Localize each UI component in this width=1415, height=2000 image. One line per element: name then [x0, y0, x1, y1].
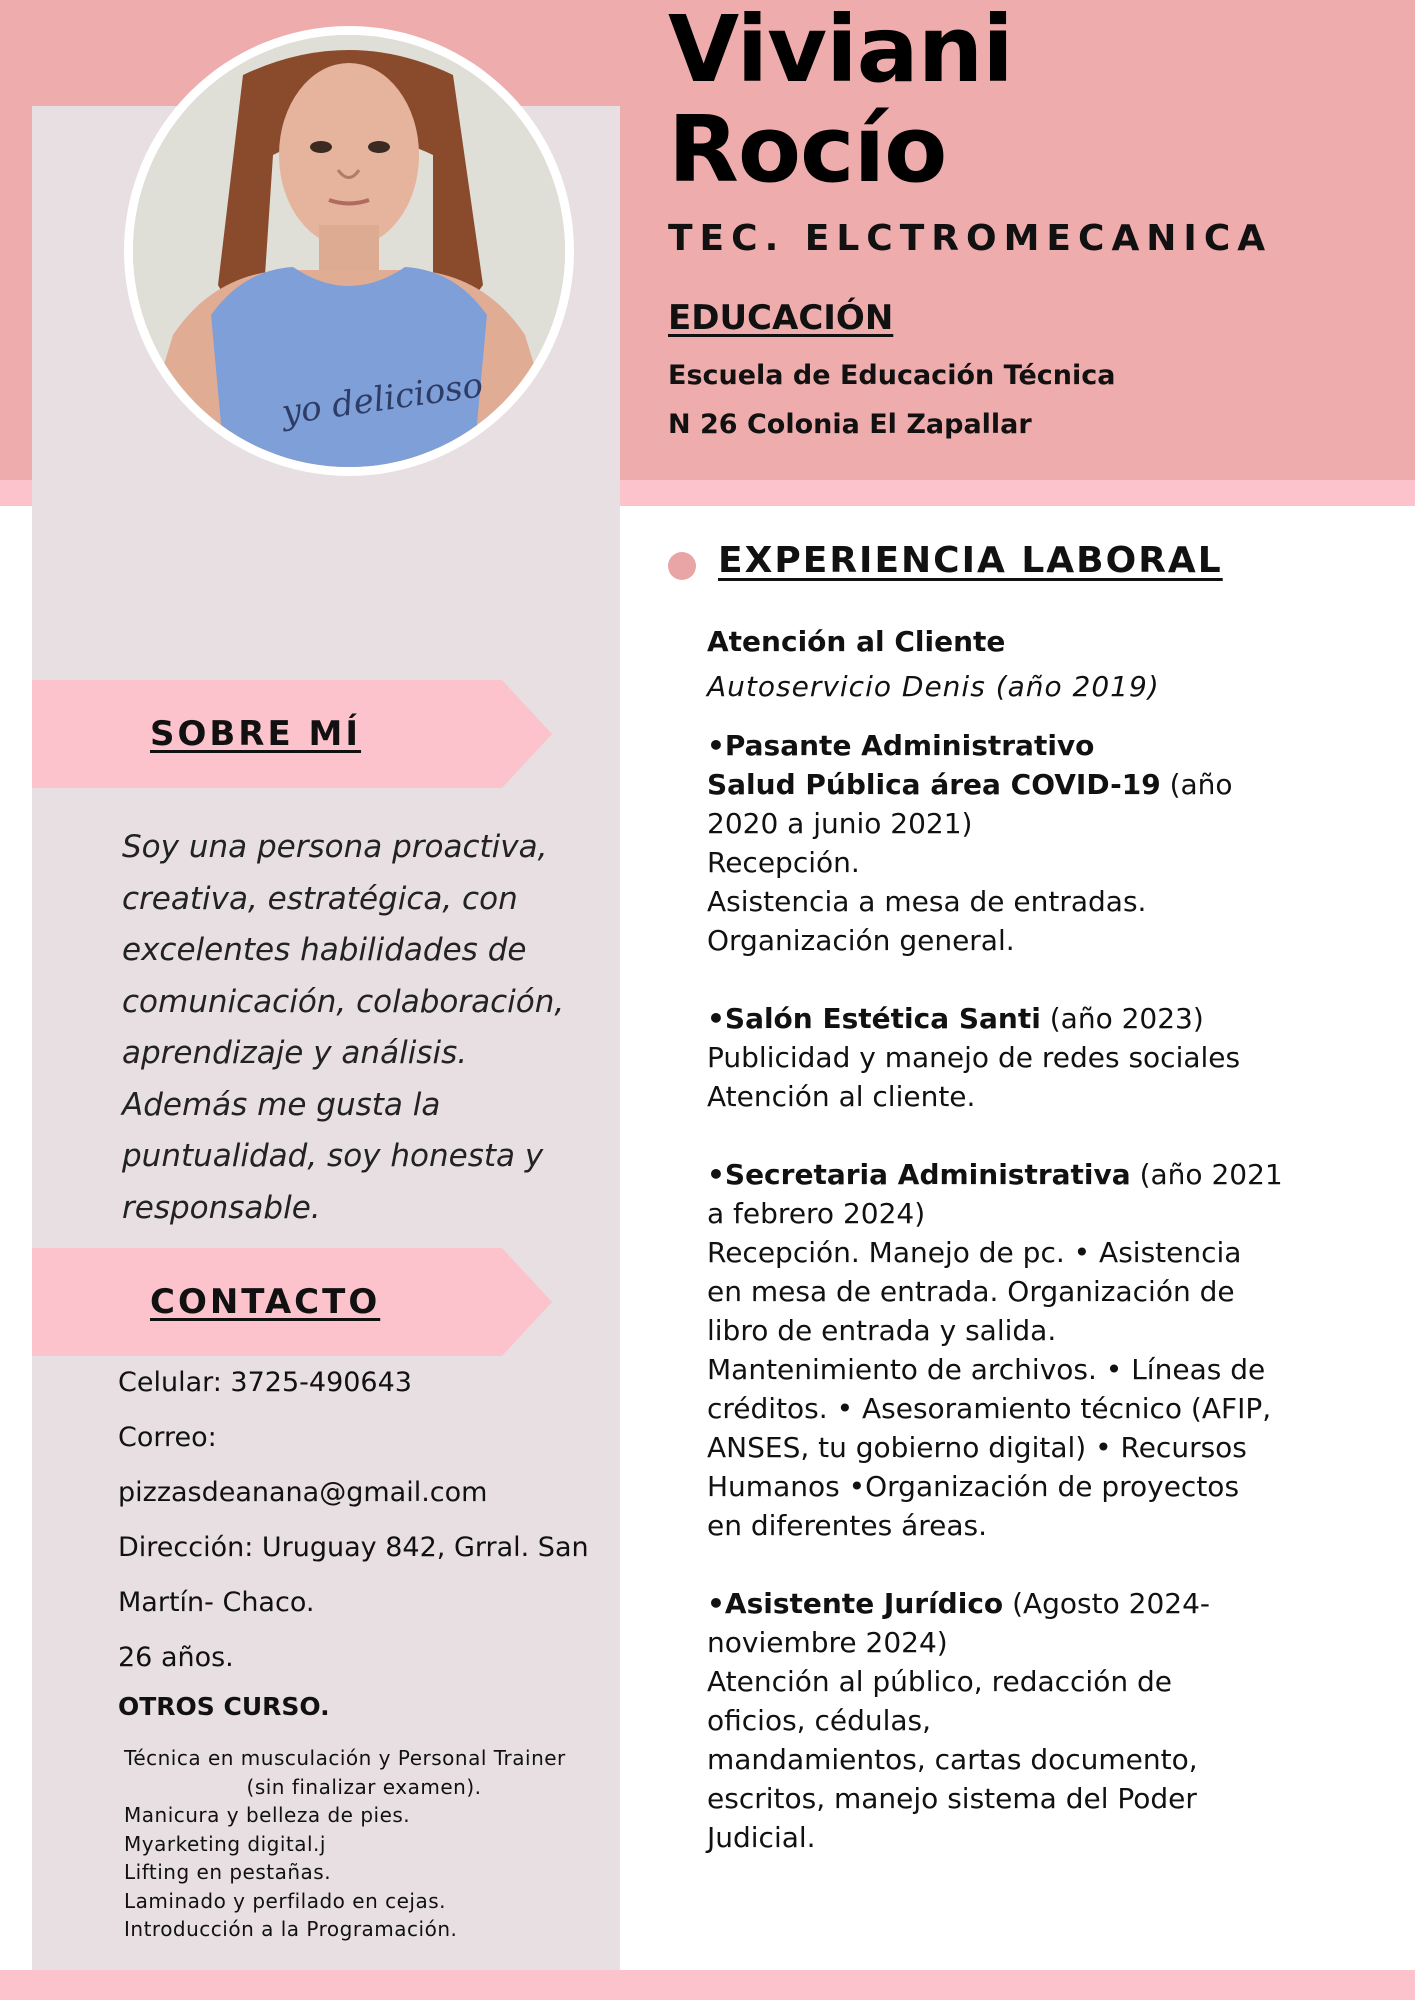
course-item: Lifting en pestañas. [124, 1860, 332, 1884]
about-line: puntualidad, soy honesta y [122, 1138, 544, 1174]
experience-heading: EXPERIENCIA LABORAL [718, 540, 1223, 581]
job-4-duty: en mesa de entrada. Organización de [707, 1275, 1235, 1308]
job-4-duty: ANSES, tu gobierno digital) • Recursos [707, 1431, 1247, 1464]
contact-age: 26 años. [118, 1642, 234, 1673]
courses-list [124, 1744, 604, 1944]
job-2-duty: Recepción. [707, 846, 860, 879]
job-3-period: (año 2023) [1040, 1002, 1204, 1035]
job-5-title: •Asistente Jurídico [707, 1587, 1004, 1620]
job-4-duty: en diferentes áreas. [707, 1509, 987, 1542]
job-2-period: (año [1160, 768, 1233, 801]
job-2-subtitle: Salud Pública área COVID-19 [707, 768, 1161, 801]
name-second: Rocío [668, 96, 947, 203]
about-text [122, 822, 592, 1234]
course-item: Técnica en musculación y Personal Trainer [124, 1746, 566, 1770]
bullet-dot-icon [668, 552, 696, 580]
course-item: Introducción a la Programación. [124, 1917, 458, 1941]
about-line: Soy una persona proactiva, [122, 829, 548, 865]
job-2-duty: Organización general. [707, 924, 1015, 957]
education-heading: EDUCACIÓN [668, 298, 894, 338]
job-5-duty: oficios, cédulas, [707, 1704, 932, 1737]
job-5-period: (Agosto 2024- [1003, 1587, 1211, 1620]
about-line: responsable. [122, 1189, 321, 1226]
svg-text:yo delicioso: yo delicioso [279, 365, 486, 434]
job-4-duty: Recepción. Manejo de pc. • Asistencia [707, 1236, 1242, 1269]
job-5-duty: Atención al público, redacción de [707, 1665, 1172, 1698]
contact-address-cont: Martín- Chaco. [118, 1587, 315, 1618]
education-school: Escuela de Educación Técnica [668, 360, 1116, 391]
job-5-period-cont: noviembre 2024) [707, 1626, 948, 1659]
contact-list [118, 1355, 618, 1685]
job-4-title: •Secretaria Administrativa [707, 1158, 1131, 1191]
job-4-duty: Mantenimiento de archivos. • Líneas de [707, 1353, 1266, 1386]
course-item-note: (sin finalizar examen). [246, 1774, 482, 1799]
job-title: TEC. ELCTROMECANICA [668, 218, 1273, 259]
about-line: creativa, estratégica, con [122, 880, 518, 917]
job-3-duty: Publicidad y manejo de redes sociales [707, 1041, 1241, 1074]
job-2-title: •Pasante Administrativo [707, 729, 1095, 762]
about-line: aprendizaje y análisis. [122, 1035, 468, 1071]
contact-address: Dirección: Uruguay 842, Grral. San [118, 1532, 589, 1563]
name-first: Viviani [668, 0, 1013, 103]
job-2 [707, 726, 1297, 960]
profile-photo [133, 35, 565, 467]
education-school-detail: N 26 Colonia El Zapallar [668, 409, 1032, 440]
job-4-duty: Humanos •Organización de proyectos [707, 1470, 1240, 1503]
experience-list [707, 622, 1297, 1857]
job-4-period: (año 2021 [1130, 1158, 1283, 1191]
job-5-duty: mandamientos, cartas documento, [707, 1743, 1198, 1776]
contact-phone: Celular: 3725-490643 [118, 1367, 412, 1398]
job-4-duty: libro de entrada y salida. [707, 1314, 1057, 1347]
job-4-duty: créditos. • Asesoramiento técnico (AFIP, [707, 1392, 1272, 1425]
job-3 [707, 999, 1297, 1116]
contact-banner [32, 1248, 552, 1356]
contact-heading: CONTACTO [150, 1282, 381, 1322]
about-banner [32, 680, 552, 788]
job-3-duty: Atención al cliente. [707, 1080, 976, 1113]
job-3-title: •Salón Estética Santi [707, 1002, 1041, 1035]
course-item: Myarketing digital.j [124, 1831, 326, 1856]
course-item: Laminado y perfilado en cejas. [124, 1888, 447, 1913]
about-heading: SOBRE MÍ [150, 714, 362, 754]
about-line: excelentes habilidades de [122, 932, 527, 968]
candidate-name [668, 0, 1013, 203]
job-5 [707, 1584, 1297, 1857]
contact-email-label: Correo: [118, 1422, 217, 1453]
course-item: Manicura y belleza de pies. [124, 1803, 411, 1827]
job-4-period-cont: a febrero 2024) [707, 1197, 926, 1230]
job-1-company: Autoservicio Denis (año 2019) [707, 670, 1160, 703]
about-line: Además me gusta la [122, 1086, 441, 1123]
job-4 [707, 1155, 1297, 1545]
job-2-duty: Asistencia a mesa de entradas. [707, 885, 1147, 918]
contact-email: pizzasdeanana@gmail.com [118, 1477, 488, 1508]
job-5-duty: escritos, manejo sistema del Poder [707, 1782, 1197, 1815]
about-line: comunicación, colaboración, [122, 983, 565, 1020]
courses-heading: OTROS CURSO. [118, 1692, 330, 1721]
job-5-duty: Judicial. [707, 1821, 816, 1854]
job-1-title: Atención al Cliente [707, 625, 1006, 658]
job-2-period-cont: 2020 a junio 2021) [707, 807, 973, 840]
avatar [133, 35, 565, 467]
footer-strip [0, 1970, 1415, 2000]
